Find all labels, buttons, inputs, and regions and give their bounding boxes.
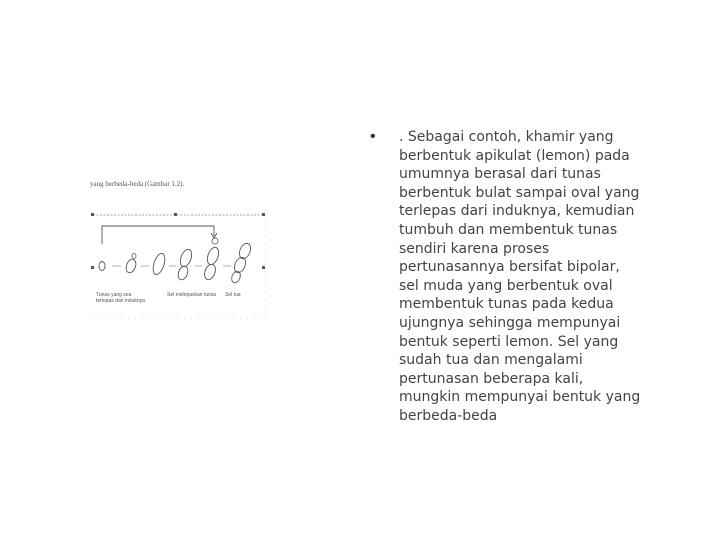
frame-marker	[91, 213, 94, 216]
cell-bipolar-icon	[176, 265, 189, 281]
frame-marker	[262, 266, 265, 269]
frame-marker	[174, 213, 177, 216]
bullet-point	[370, 128, 690, 426]
text-line: pertunasannya bersifat bipolar,	[399, 259, 620, 276]
cell-bud-icon	[212, 238, 218, 244]
text-line: bentuk seperti lemon. Sel yang	[399, 333, 619, 350]
cell-budding-icon	[124, 258, 137, 274]
cell-lemon-icon	[205, 246, 221, 266]
text-line: sendiri karena proses	[399, 240, 550, 257]
text-line: membentuk tunas pada kedua	[399, 296, 614, 313]
budding-diagram	[90, 178, 270, 328]
cell-bud-icon	[132, 254, 136, 259]
cell-bipolar-icon	[178, 248, 194, 268]
bullet-marker: •	[370, 128, 376, 145]
text-line: tumbuh dan membentuk tunas	[399, 221, 618, 238]
text-line: terlepas dari induknya, kemudian	[399, 203, 635, 220]
text-line: pertunasan beberapa kali,	[399, 370, 584, 387]
bracket-arrow	[102, 226, 214, 244]
text-line: ujungnya sehingga mempunyai	[399, 314, 621, 331]
figure-caption: yang berbeda-beda (Gambar 1.2).	[90, 180, 185, 188]
text-line: berbentuk bulat sampai oval yang	[399, 184, 640, 201]
text-line: sudah tua dan mengalami	[399, 352, 583, 369]
text-line: mungkin mempunyai bentuk yang	[399, 389, 641, 406]
bullet-text	[399, 128, 689, 426]
yeast-budding-figure	[90, 178, 270, 328]
text-line: . Sebagai contoh, khamir yang	[399, 129, 614, 145]
frame-marker	[91, 266, 94, 269]
cell-lemon-icon	[203, 263, 218, 281]
cell-oval-icon	[99, 262, 105, 271]
cell-elongated-icon	[151, 252, 167, 276]
label-releasing-bud: Sel melepaskan tunas	[167, 292, 217, 298]
label-old-cell: Sel tua	[225, 292, 241, 298]
text-line: sel muda yang berbentuk oval	[399, 277, 613, 294]
frame-marker	[262, 213, 265, 216]
text-line: umumnya berasal dari tunas	[399, 166, 601, 183]
text-line: berbentuk apikulat (lemon) pada	[399, 147, 630, 164]
text-line: berbeda-beda	[399, 407, 498, 424]
label-detached-bud: Tunas yang sea terlepas dari induknya	[96, 292, 145, 304]
